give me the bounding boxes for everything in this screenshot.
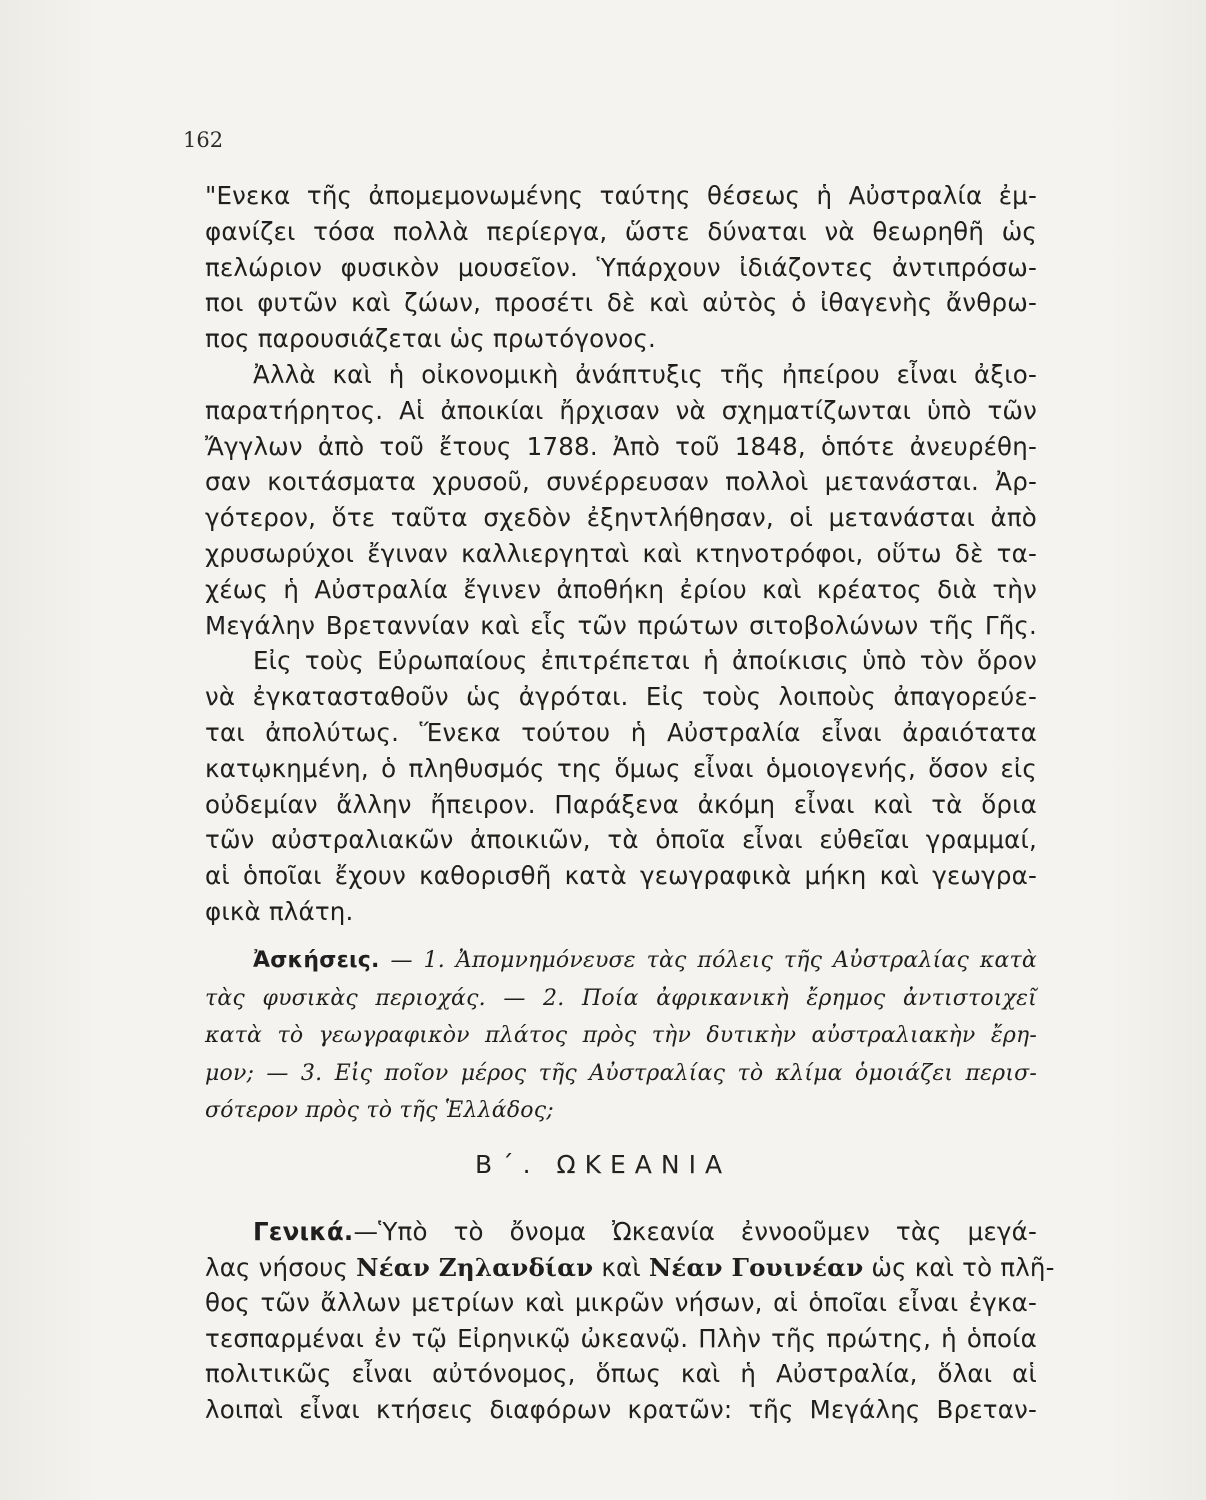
exercise-line: σότερον πρὸς τὸ τῆς Ἑλλάδος; — [205, 1098, 554, 1123]
text-line: "Ενεκα τῆς ἀπομεμονωμένης ταύτης θέσεως ἡ Αὐστραλία ἐμ- — [205, 181, 1037, 210]
text-line: γότερον, ὅτε ταῦτα σχεδὸν ἐξηντλήθησαν, οἱ μετανάσται ἀπὸ — [205, 503, 1037, 533]
section-heading: Β΄. ΩΚΕΑΝΙΑ — [474, 1150, 732, 1179]
text-line: φανίζει τόσα πολλὰ περίεργα, ὥστε δύναται νὰ θεωρηθῆ ὡς — [205, 216, 1037, 246]
text-line: φικὰ πλάτη. — [205, 896, 354, 926]
text-line: τῶν αὐστραλιακῶν ἀποικιῶν, τὰ ὁποῖα εἶναι εὐθεῖαι γραμμαί, — [205, 825, 1037, 855]
text-line: κατῳκημένη, ὁ πληθυσμός της ὅμως εἶναι ὁμοιογενής, ὅσον εἰς — [205, 753, 1037, 783]
exercises-block — [205, 942, 1037, 1130]
exercise-text: — 1. Ἀπομνημόνευσε τὰς πόλεις τῆς Αὐστραλίας κατὰ — [379, 948, 1037, 973]
text-line: αἱ ὁποῖαι ἔχουν καθορισθῆ κατὰ γεωγραφικὰ μήκη καὶ γεωγρα- — [205, 861, 1037, 891]
exercise-line: κατὰ τὸ γεωγραφικὸν πλάτος πρὸς τὴν δυτικὴν αὐστραλιακὴν ἔρη- — [205, 1023, 1037, 1048]
text-line: Εἰς τοὺς Εὐρωπαίους ἐπιτρέπεται ἡ ἀποίκισις ὑπὸ τὸν ὅρον — [253, 646, 1037, 676]
section-text: λας νήσους — [205, 1252, 357, 1282]
text-line: οὐδεμίαν ἄλλην ἤπειρον. Παράξενα ἀκόμη εἶναι καὶ τὰ ὅρια — [205, 789, 1037, 819]
text-line: πος παρουσιάζεται ὡς πρωτόγονος. — [205, 324, 657, 354]
exercise-line — [205, 942, 1037, 980]
exercise-line: μον; — 3. Εἰς ποῖον μέρος τῆς Αὐστραλίας τὸ κλίμα ὁμοιάζει περισ- — [205, 1060, 1037, 1086]
section-line — [205, 1250, 1055, 1286]
text-line: ται ἀπολύτως. Ἕνεκα τούτου ἡ Αὐστραλία εἶναι ἀραιότατα — [205, 717, 1037, 747]
section-line: λοιπαὶ εἶναι κτήσεις διαφόρων κρατῶν: τῆς Μεγάλης Βρεταν- — [205, 1394, 1037, 1424]
new-guinea-term: Νέαν Γουινέαν — [648, 1252, 864, 1282]
text-line: παρατήρητος. Αἱ ἀποικίαι ἤρχισαν νὰ σχηματίζωνται ὑπὸ τῶν — [205, 395, 1037, 425]
new-zealand-term: Νέαν Ζηλανδίαν — [356, 1252, 594, 1282]
exercises-label: Ἀσκήσεις. — [253, 948, 380, 973]
section-line: πολιτικῶς εἶναι αὐτόνομος, ὅπως καὶ ἡ Αὐστραλία, ὅλαι αἱ — [205, 1359, 1037, 1388]
text-line: πελώριον φυσικὸν μουσεῖον. Ὑπάρχουν ἰδιάζοντες ἀντιπρόσω- — [205, 252, 1037, 282]
section-lead-label: Γενικά. — [253, 1217, 354, 1246]
text-line: ποι φυτῶν καὶ ζώων, προσέτι δὲ καὶ αὐτὸς ὁ ἰθαγενὴς ἄνθρω- — [205, 288, 1037, 318]
section-text: καὶ — [593, 1252, 649, 1282]
text-line: Ἄγγλων ἀπὸ τοῦ ἔτους 1788. Ἀπὸ τοῦ 1848, ὁπότε ἀνευρέθη- — [205, 431, 1037, 461]
section-text: ὡς καὶ τὸ πλῆ- — [863, 1252, 1055, 1282]
text-line: νὰ ἐγκατασταθοῦν ὡς ἀγρόται. Εἰς τοὺς λοιποὺς ἀπαγορεύε- — [205, 682, 1037, 712]
section-text: —Ὑπὸ τὸ ὄνομα Ὠκεανία ἐννοοῦμεν τὰς μεγά- — [353, 1217, 1037, 1246]
section-line — [205, 1214, 1037, 1250]
text-line: χέως ἡ Αὐστραλία ἔγινεν ἀποθήκη ἐρίου καὶ κρέατος διὰ τὴν — [205, 574, 1037, 604]
exercise-line: τὰς φυσικὰς περιοχάς. — 2. Ποία ἀφρικανικὴ ἔρημος ἀντιστοιχεῖ — [205, 985, 1037, 1011]
section-line: τεσπαρμέναι ἐν τῷ Εἰρηνικῷ ὠκεανῷ. Πλὴν τῆς πρώτης, ἡ ὁποία — [205, 1323, 1037, 1353]
section-line: θος τῶν ἄλλων μετρίων καὶ μικρῶν νήσων, αἱ ὁποῖαι εἶναι ἐγκα- — [205, 1288, 1037, 1317]
main-paragraphs — [205, 178, 1037, 930]
page-number: 162 — [183, 128, 224, 152]
text-line: Μεγάλην Βρεταννίαν καὶ εἷς τῶν πρώτων σιτοβολώνων τῆς Γῆς. — [205, 610, 1037, 640]
text-line: χρυσωρύχοι ἔγιναν καλλιεργηταὶ καὶ κτηνοτρόφοι, οὕτω δὲ τα- — [205, 538, 1037, 568]
section-paragraph — [205, 1214, 1055, 1427]
text-line: Ἀλλὰ καὶ ἡ οἰκονομικὴ ἀνάπτυξις τῆς ἠπείρου εἶναι ἀξιο- — [253, 359, 1037, 389]
text-line: σαν κοιτάσματα χρυσοῦ, συνέρρευσαν πολλοὶ μετανάσται. Ἀρ- — [205, 467, 1037, 497]
